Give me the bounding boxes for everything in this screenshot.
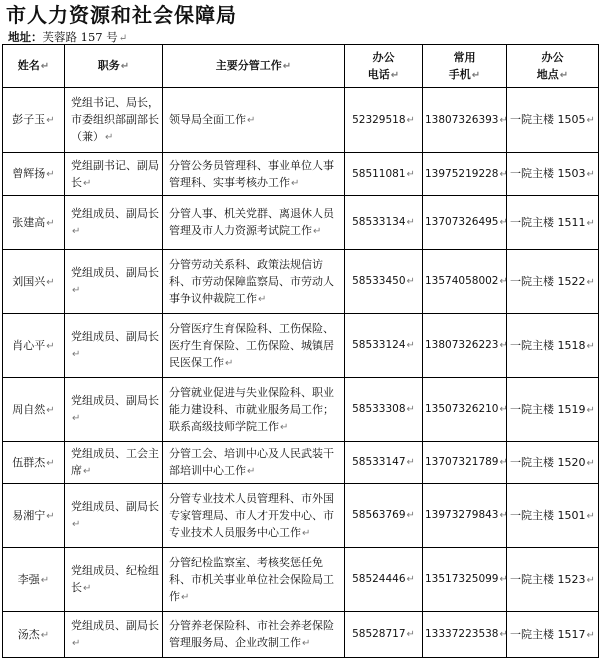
cell-duties: 分管养老保险科、市社会养老保险管理服务局、企业改制工作↵ <box>163 612 345 658</box>
col-header-duties: 主要分管工作↵ <box>163 45 345 88</box>
return-mark-icon: ↵ <box>586 340 595 352</box>
cell-location: 一院主楼 1520↵ <box>507 442 599 484</box>
return-mark-icon: ↵ <box>586 404 595 416</box>
return-mark-icon: ↵ <box>181 591 190 603</box>
cell-position: 党组成员、副局长↵ <box>65 378 163 442</box>
header-row <box>3 45 599 88</box>
cell-position: 党组成员、纪检组长↵ <box>65 548 163 612</box>
table-row <box>3 548 599 612</box>
cell-duties: 分管纪检监察室、考核奖惩任免科、市机关事业单位社会保险局工作↵ <box>163 548 345 612</box>
return-mark-icon: ↵ <box>72 519 81 530</box>
col-header-phone: 办公 电话↵ <box>345 45 423 88</box>
return-mark-icon: ↵ <box>559 69 569 81</box>
cell-position: 党组书记、局长，市委组织部副部长（兼）↵ <box>65 88 163 153</box>
table-row <box>3 88 599 153</box>
return-mark-icon: ↵ <box>406 217 415 228</box>
return-mark-icon: ↵ <box>313 226 322 237</box>
cell-name: 周自然↵ <box>3 378 65 442</box>
cell-office-phone: 58533124↵ <box>345 314 423 378</box>
cell-name: 汤杰↵ <box>3 612 65 658</box>
return-mark-icon: ↵ <box>406 404 415 415</box>
return-mark-icon: ↵ <box>291 177 300 189</box>
cell-office-phone: 58528717↵ <box>345 612 423 658</box>
cell-duties: 分管专业技术人员管理科、市外国专家管理局、市人才开发中心、市专业技术人员服务中心工作↵ <box>163 484 345 548</box>
cell-duties: 分管就业促进与失业保险科、职业能力建设科、市就业服务局工作；联系高级技师学院工作↵ <box>163 378 345 442</box>
cell-name: 肖心平↵ <box>3 314 65 378</box>
cell-location: 一院主楼 1505↵ <box>507 88 599 153</box>
cell-duties: 分管劳动关系科、政策法规信访科、市劳动保障监察局、市劳动人事争议仲裁院工作↵ <box>163 250 345 314</box>
cell-name: 李强↵ <box>3 548 65 612</box>
return-mark-icon: ↵ <box>83 466 92 477</box>
cell-location: 一院主楼 1518↵ <box>507 314 599 378</box>
return-mark-icon: ↵ <box>406 629 415 640</box>
cell-mobile: 13517325099↵ <box>423 548 507 612</box>
return-mark-icon: ↵ <box>499 340 508 351</box>
return-mark-icon: ↵ <box>406 276 415 287</box>
return-mark-icon: ↵ <box>499 574 508 585</box>
cell-duties: 分管人事、机关党群、离退休人员管理及市人力资源考试院工作↵ <box>163 196 345 250</box>
cell-office-phone: 58563769↵ <box>345 484 423 548</box>
return-mark-icon: ↵ <box>72 226 81 237</box>
return-mark-icon: ↵ <box>586 169 595 180</box>
leadership-table <box>2 44 599 658</box>
return-mark-icon: ↵ <box>499 629 508 640</box>
address-label: 地址： <box>8 30 43 44</box>
cell-position: 党组成员、副局长↵ <box>65 314 163 378</box>
return-mark-icon: ↵ <box>72 349 81 360</box>
cell-name: 彭子玉↵ <box>3 88 65 153</box>
cell-location: 一院主楼 1519↵ <box>507 378 599 442</box>
cell-location: 一院主楼 1503↵ <box>507 153 599 196</box>
return-mark-icon: ↵ <box>406 340 415 351</box>
return-mark-icon: ↵ <box>46 457 55 469</box>
cell-mobile: 13707326495↵ <box>423 196 507 250</box>
col-header-mobile: 常用 手机↵ <box>423 45 507 88</box>
return-mark-icon: ↵ <box>46 217 55 229</box>
cell-position: 党组成员、副局长↵ <box>65 484 163 548</box>
cell-mobile: 13975219228↵ <box>423 153 507 196</box>
return-mark-icon: ↵ <box>46 169 55 180</box>
cell-mobile: 13807326223↵ <box>423 314 507 378</box>
col-header-position: 职务↵ <box>65 45 163 88</box>
return-mark-icon: ↵ <box>406 457 415 468</box>
return-mark-icon: ↵ <box>280 421 289 433</box>
return-mark-icon: ↵ <box>586 574 595 586</box>
return-mark-icon: ↵ <box>499 217 508 228</box>
return-mark-icon: ↵ <box>499 510 508 521</box>
cell-position: 党组成员、副局长↵ <box>65 612 163 658</box>
cell-duties: 分管医疗生育保险科、工伤保险、医疗生育保险、工伤保险、城镇居民医保工作↵ <box>163 314 345 378</box>
return-mark-icon: ↵ <box>499 168 508 180</box>
cell-duties: 分管公务员管理科、事业单位人事管理科、实事考核办工作↵ <box>163 153 345 196</box>
return-mark-icon: ↵ <box>406 168 415 180</box>
table-row <box>3 153 599 196</box>
cell-duties: 分管工会、培训中心及人民武装干部培训中心工作↵ <box>163 442 345 484</box>
cell-position: 党组成员、副局长↵ <box>65 196 163 250</box>
cell-location: 一院主楼 1523↵ <box>507 548 599 612</box>
return-mark-icon: ↵ <box>586 276 595 288</box>
return-mark-icon: ↵ <box>302 638 311 649</box>
cell-mobile: 13707321789↵ <box>423 442 507 484</box>
cell-mobile: 13337223538↵ <box>423 612 507 658</box>
page-title: 市人力资源和社会保障局 <box>6 3 237 27</box>
return-mark-icon: ↵ <box>83 177 92 189</box>
return-mark-icon: ↵ <box>46 115 55 126</box>
return-mark-icon: ↵ <box>225 357 234 369</box>
cell-location: 一院主楼 1501↵ <box>507 484 599 548</box>
cell-office-phone: 58533134↵ <box>345 196 423 250</box>
return-mark-icon: ↵ <box>120 61 130 72</box>
return-mark-icon: ↵ <box>499 457 508 468</box>
cell-position: 党组副书记、副局长↵ <box>65 153 163 196</box>
col-header-location: 办公 地点↵ <box>507 45 599 88</box>
col-header-name: 姓名↵ <box>3 45 65 88</box>
cell-office-phone: 52329518↵ <box>345 88 423 153</box>
cell-office-phone: 58533450↵ <box>345 250 423 314</box>
return-mark-icon: ↵ <box>586 217 595 229</box>
return-mark-icon: ↵ <box>406 510 415 521</box>
return-mark-icon: ↵ <box>586 629 595 641</box>
return-mark-icon: ↵ <box>46 276 55 288</box>
table-row <box>3 196 599 250</box>
table-row <box>3 612 599 658</box>
return-mark-icon: ↵ <box>247 115 256 126</box>
return-mark-icon: ↵ <box>390 69 400 81</box>
cell-mobile: 13973279843↵ <box>423 484 507 548</box>
return-mark-icon: ↵ <box>499 114 508 126</box>
cell-mobile: 13507326210↵ <box>423 378 507 442</box>
table-row <box>3 378 599 442</box>
return-mark-icon: ↵ <box>46 404 55 416</box>
cell-location: 一院主楼 1511↵ <box>507 196 599 250</box>
return-mark-icon: ↵ <box>471 69 481 81</box>
cell-name: 刘国兴↵ <box>3 250 65 314</box>
return-mark-icon: ↵ <box>118 33 128 44</box>
cell-office-phone: 58511081↵ <box>345 153 423 196</box>
return-mark-icon: ↵ <box>72 638 81 649</box>
cell-office-phone: 58533147↵ <box>345 442 423 484</box>
return-mark-icon: ↵ <box>282 61 292 72</box>
table-row <box>3 442 599 484</box>
return-mark-icon: ↵ <box>105 132 114 143</box>
return-mark-icon: ↵ <box>406 574 415 585</box>
return-mark-icon: ↵ <box>586 457 595 469</box>
table-row <box>3 250 599 314</box>
cell-office-phone: 58533308↵ <box>345 378 423 442</box>
return-mark-icon: ↵ <box>40 574 50 586</box>
return-mark-icon: ↵ <box>406 114 415 126</box>
cell-position: 党组成员、工会主席↵ <box>65 442 163 484</box>
return-mark-icon: ↵ <box>499 276 508 287</box>
return-mark-icon: ↵ <box>72 285 81 296</box>
return-mark-icon: ↵ <box>302 527 311 539</box>
return-mark-icon: ↵ <box>46 510 55 522</box>
return-mark-icon: ↵ <box>586 510 595 522</box>
cell-name: 曾辉扬↵ <box>3 153 65 196</box>
return-mark-icon: ↵ <box>586 115 595 126</box>
return-mark-icon: ↵ <box>46 340 55 352</box>
cell-mobile: 13574058002↵ <box>423 250 507 314</box>
return-mark-icon: ↵ <box>247 466 256 477</box>
cell-name: 伍群杰↵ <box>3 442 65 484</box>
cell-location: 一院主楼 1522↵ <box>507 250 599 314</box>
return-mark-icon: ↵ <box>258 293 267 305</box>
cell-duties: 领导局全面工作↵ <box>163 88 345 153</box>
cell-mobile: 13807326393↵ <box>423 88 507 153</box>
cell-location: 一院主楼 1517↵ <box>507 612 599 658</box>
return-mark-icon: ↵ <box>83 583 92 594</box>
return-mark-icon: ↵ <box>40 629 50 641</box>
cell-name: 易湘宁↵ <box>3 484 65 548</box>
cell-name: 张建高↵ <box>3 196 65 250</box>
cell-position: 党组成员、副局长↵ <box>65 250 163 314</box>
table-row <box>3 314 599 378</box>
return-mark-icon: ↵ <box>72 413 81 424</box>
table-row <box>3 484 599 548</box>
cell-office-phone: 58524446↵ <box>345 548 423 612</box>
return-mark-icon: ↵ <box>499 404 508 415</box>
address-value: 芙蓉路 157 号 <box>42 30 118 44</box>
return-mark-icon: ↵ <box>40 61 50 72</box>
